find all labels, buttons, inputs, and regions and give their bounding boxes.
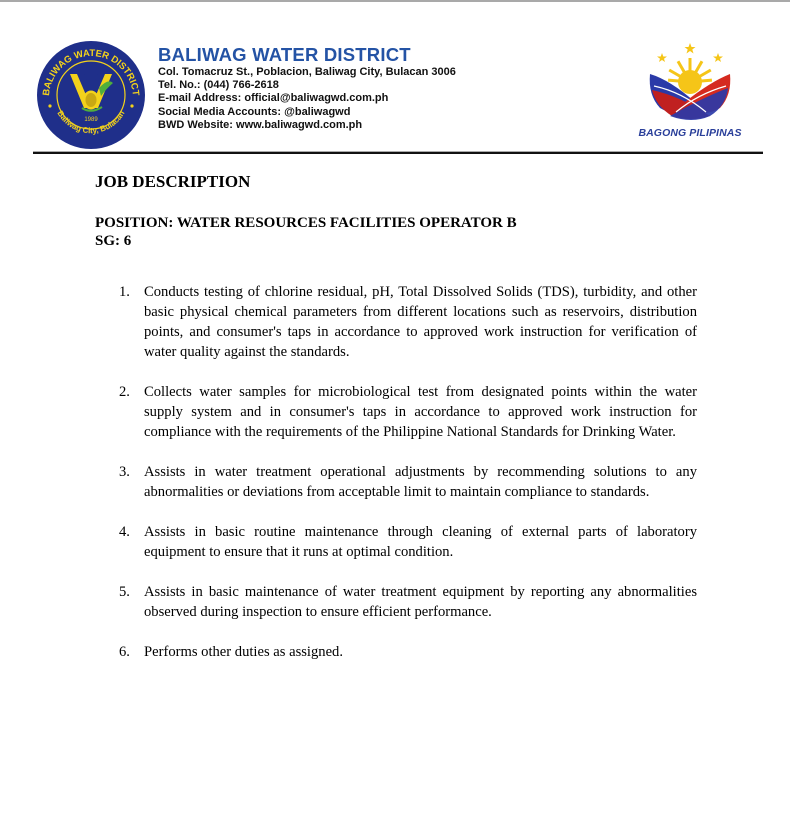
salary-grade: SG: 6 xyxy=(95,233,132,249)
duty-item xyxy=(119,382,697,442)
duty-text: Conducts testing of chlorine residual, pH, Total Dissolved Solids (TDS), turbidity, and other basic physical chemical parameters from different locations such as reservoirs, distribution points, and consumer's taps in accordance to approved work instruction for verification of water quality against the standards. xyxy=(144,284,697,360)
duty-item xyxy=(119,462,697,502)
duty-number: 6. xyxy=(119,644,130,660)
duty-number: 4. xyxy=(119,524,130,540)
org-name: BALIWAG WATER DISTRICT xyxy=(158,44,411,65)
bagong-pilipinas-label: BAGONG PILIPINAS xyxy=(638,127,742,139)
duty-item xyxy=(119,522,697,562)
duty-text: Collects water samples for microbiological test from designated points within the water supply system and in consumer's taps in accordance to approved work instruction for compliance with the requirements of the Philippine National Standards for Drinking Water. xyxy=(144,384,697,440)
duty-number: 1. xyxy=(119,284,130,300)
position-block xyxy=(95,214,517,250)
duty-item xyxy=(119,642,697,662)
org-social: Social Media Accounts: @baliwagwd xyxy=(158,105,351,118)
duty-number: 3. xyxy=(119,464,130,480)
duty-item xyxy=(119,582,697,622)
position-title: POSITION: WATER RESOURCES FACILITIES OPERATOR B xyxy=(95,215,517,231)
bagong-pilipinas-logo xyxy=(640,40,740,122)
duty-text: Assists in basic routine maintenance through cleaning of external parts of laboratory equipment to ensure that it runs at optimal condition. xyxy=(144,524,697,560)
org-website: BWD Website: www.baliwagwd.com.ph xyxy=(158,118,363,131)
duty-text: Assists in basic maintenance of water treatment equipment by reporting any abnormalities observed during inspection to ensure efficient performance. xyxy=(144,584,697,620)
document-title: JOB DESCRIPTION xyxy=(95,172,251,191)
duty-text: Assists in water treatment operational adjustments by recommending solutions to any abnormalities or deviations from acceptable limit to maintain compliance to standards. xyxy=(144,464,697,500)
org-telephone: Tel. No.: (044) 766-2618 xyxy=(158,79,279,92)
duty-number: 2. xyxy=(119,384,130,400)
duty-text: Performs other duties as assigned. xyxy=(144,644,344,660)
duty-number: 5. xyxy=(119,584,130,600)
seal-ring-bottom-text: Baliwag City, Bulacan xyxy=(55,109,127,136)
org-email: E-mail Address: official@baliwagwd.com.ph xyxy=(158,92,389,105)
org-address: Col. Tomacruz St., Poblacion, Baliwag City, Bulacan 3006 xyxy=(158,66,456,78)
header-divider xyxy=(33,152,763,154)
org-info xyxy=(158,45,598,132)
duty-item xyxy=(119,282,697,362)
seal-year: 1989 xyxy=(84,117,98,123)
letterhead xyxy=(0,0,790,152)
bwd-seal-logo xyxy=(36,40,146,150)
duties-list xyxy=(119,282,697,682)
seal-ring-top-text: BALIWAG WATER DISTRICT xyxy=(40,47,142,97)
